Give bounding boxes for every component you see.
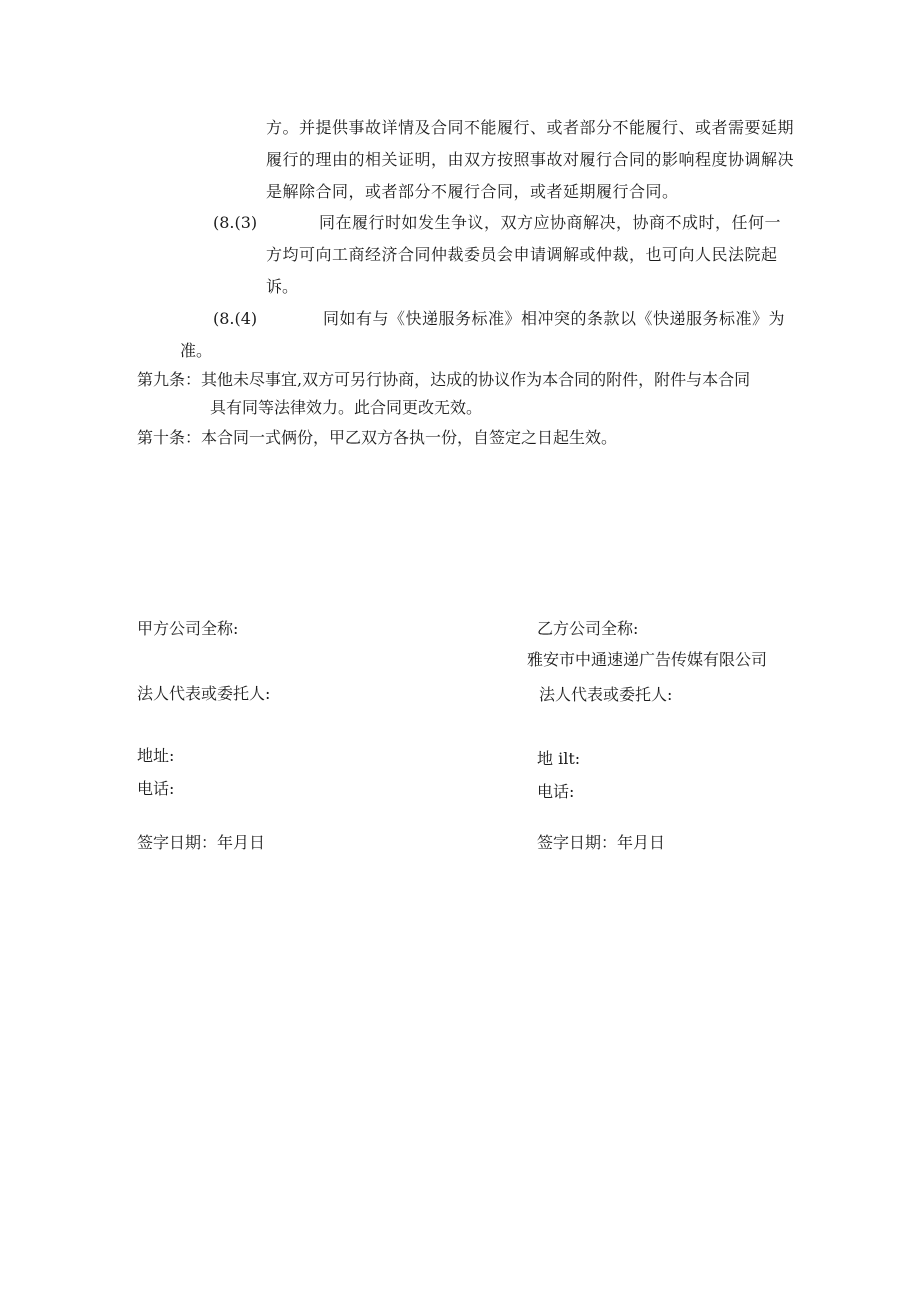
- clause8-3-line3: 诉。: [266, 277, 299, 296]
- party-a-rep-label: 法人代表或委托人:: [137, 684, 271, 703]
- clause8-3-number: (8.(3): [213, 213, 258, 232]
- clause8-4-line1: 同如有与《快递服务标准》相冲突的条款以《快递服务标准》为: [323, 309, 786, 328]
- party-b-company-name: 雅安市中通速递广告传媒有限公司: [527, 650, 768, 669]
- clause8-continuation-line3: 是解除合同，或者部分不履行合同，或者延期履行合同。: [266, 182, 679, 201]
- clause8-continuation-line1: 方。并提供事故详情及合同不能履行、或者部分不能履行、或者需要延期: [266, 118, 795, 137]
- clause8-4-line2: 准。: [180, 341, 213, 360]
- clause10-line1: 第十条：本合同一式俩份，甲乙双方各执一份，自签定之日起生效。: [137, 428, 618, 447]
- party-b-company-label: 乙方公司全称:: [537, 619, 639, 638]
- clause8-continuation-line2: 履行的理由的相关证明，由双方按照事故对履行合同的影响程度协调解决: [266, 150, 795, 169]
- party-b-date-label: 签字日期：年月日: [537, 833, 666, 852]
- party-a-company-label: 甲方公司全称:: [137, 619, 239, 638]
- clause9-line1: 第九条：其他未尽事宜,双方可另行协商，达成的协议作为本合同的附件，附件与本合同: [137, 370, 751, 389]
- clause8-3-line2: 方均可向工商经济合同仲裁委员会申请调解或仲裁，也可向人民法院起: [266, 245, 778, 264]
- party-a-address-label: 地址:: [137, 746, 175, 765]
- party-b-rep-label: 法人代表或委托人:: [539, 685, 673, 704]
- party-b-address-label: 地 ilt:: [537, 749, 581, 768]
- party-a-date-label: 签字日期：年月日: [137, 833, 266, 852]
- clause8-3-line1: 同在履行时如发生争议，双方应协商解决，协商不成时，任何一: [319, 213, 782, 232]
- party-a-phone-label: 电话:: [137, 779, 175, 798]
- party-b-phone-label: 电话:: [537, 782, 575, 801]
- clause9-line2: 具有同等法律效力。此合同更改无效。: [210, 398, 483, 417]
- clause8-4-number: (8.(4): [213, 309, 258, 328]
